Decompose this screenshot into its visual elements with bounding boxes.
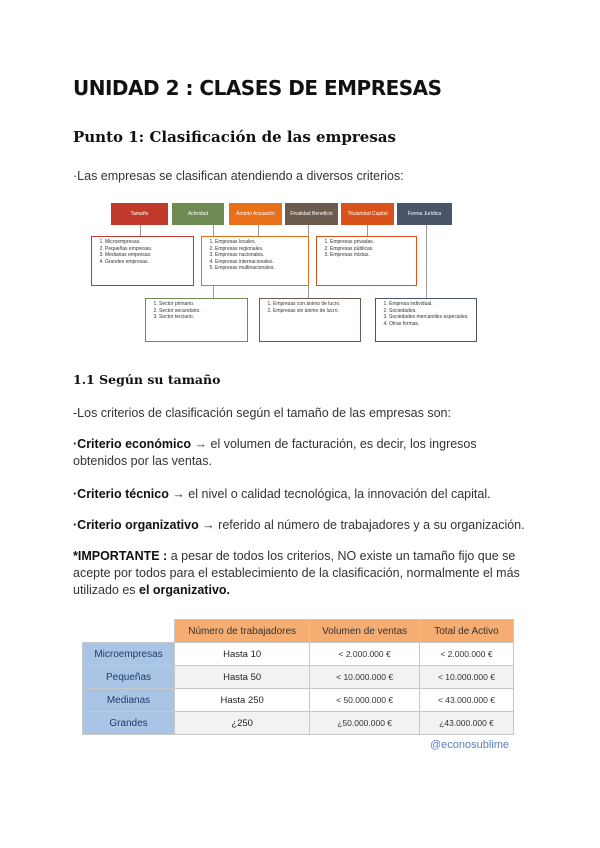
box-titularidad: 1. Empresas privadas. 2. Empresas públicas. 3. Empresas mixtas. [316,236,417,286]
header-ambito: Ámbito Actuación [229,203,282,225]
important-note: *IMPORTANTE : a pesar de todos los criterios, NO existe un tamaño fijo que se acepte por todos para el establecimiento de la clasificación, normalmente el más utilizado es el organizativo. [73,549,520,597]
col-sales: Volumen de ventas [310,620,420,643]
table-row: Pequeñas Hasta 50 < 10.000.000 € < 10.000.000 € [83,666,514,689]
box-finalidad: 1. Empresas con ánimo de lucro. 2. Empresas sin ánimo de lucro. [259,298,361,342]
header-titularidad: Titularidad Capital [341,203,394,225]
criterion-organizational: ·Criterio organizativo → referido al número de trabajadores y a su organización. [73,518,525,532]
header-actividad: Actividad [172,203,224,225]
table-header-row [83,620,514,643]
col-workers: Número de trabajadores [175,620,310,643]
watermark: @econosublime [430,739,510,751]
criterion-economic: ·Criterio económico → el volumen de facturación, es decir, los ingresos obtenidos por las ventas. [73,437,477,468]
box-tamano: 1. Microempresas. 2. Pequeñas empresas. 3. Medianas empresas. 4. Grandes empresas. [91,236,194,286]
subsection-title: 1.1 Según su tamaño [73,372,221,387]
box-forma: 1. Empresa individual. 2. Sociedades. 3. Sociedades mercantiles especiales. 4. Otras formas. [375,298,477,342]
col-assets: Total de Activo [419,620,513,643]
lead-text: -Los criterios de clasificación según el tamaño de las empresas son: [73,406,451,420]
size-table [82,619,514,735]
criterion-technical: ·Criterio técnico → el nivel o calidad tecnológica, la innovación del capital. [73,487,491,501]
table-row: Medianas Hasta 250 < 50.000.000 € < 43.000.000 € [83,689,514,712]
box-actividad: 1. Sector primario. 2. Sector secundario. 3. Sector terciario. [145,298,248,342]
section-title: Punto 1: Clasificación de las empresas [73,128,396,146]
header-tamano: Tamaño [111,203,168,225]
header-finalidad: Finalidad Beneficio [285,203,338,225]
page-title: UNIDAD 2 : CLASES DE EMPRESAS [73,76,442,100]
table-row: Microempresas Hasta 10 < 2.000.000 € < 2.000.000 € [83,643,514,666]
table-row: Grandes ¿250 ¿50.000.000 € ¿43.000.000 € [83,712,514,735]
box-ambito: 1. Empresas locales. 2. Empresas regionales. 3. Empresas nacionales. 4. Empresas internacionales. 5. Empresas multinacionales. [201,236,309,286]
intro-text: ·Las empresas se clasifican atendiendo a diversos criterios: [73,169,404,183]
header-forma: Forma Jurídica [397,203,452,225]
